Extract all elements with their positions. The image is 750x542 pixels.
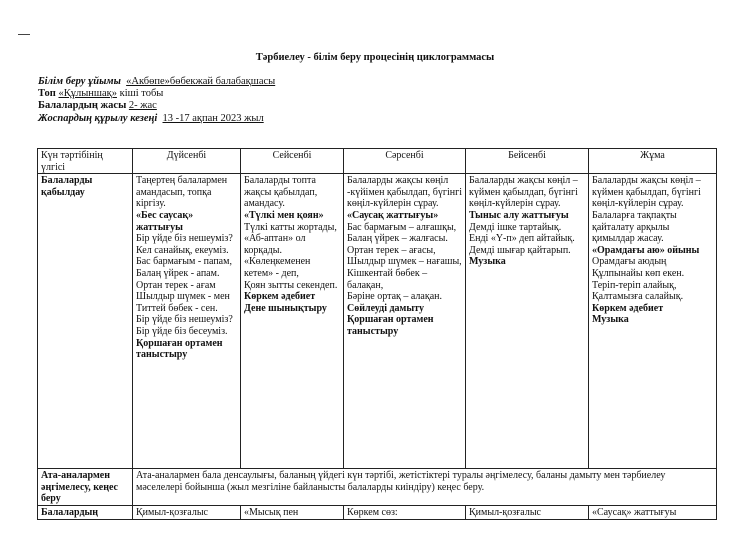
cell-text: Құлпынайы көп екен. (592, 267, 685, 279)
activity-heading: Қоршаған ортамен таныстыру (136, 337, 223, 361)
info-value: «Акбөпе»бөбекжай балабақшасы (126, 76, 276, 87)
cell-text: Қимыл-қозғалыс (469, 506, 541, 518)
info-value: «Құлыншақ» (58, 88, 117, 100)
info-label: Балалардың жасы (38, 100, 127, 112)
activity-heading: Дене шынықтыру (244, 302, 327, 314)
activity-heading: Қоршаған ортамен таныстыру (347, 314, 434, 337)
cell-text: Демді ішке тартайық. (469, 221, 562, 233)
cell-friday (589, 174, 717, 469)
cell-text: «Аб-аптан» ол корқады. (244, 233, 306, 256)
cell-text: Көркем сөз: (347, 506, 398, 518)
cell-text: Балаң үйрек - апам. (136, 267, 220, 279)
activity-heading: «Саусақ жаттығуы» (347, 209, 439, 221)
info-row-group (38, 88, 275, 100)
column-header-wednesday: Сәрсенбі (344, 149, 466, 174)
cell-text: Теріп-теріп алайық, (592, 279, 677, 291)
cell-tuesday (241, 174, 344, 469)
cell-text: «Көлеңкеменен кетем» - деп, (244, 256, 311, 279)
column-header-thursday: Бейсенбі (466, 149, 589, 174)
column-header-monday: Дүйсенбі (133, 149, 241, 174)
cell-text: Бәріне ортақ – алақан. (347, 291, 443, 303)
cell-text: Енді «Ү-п» деп айтайық. (469, 233, 575, 245)
activity-heading: Тыныс алу жаттығуы (469, 209, 569, 221)
cell-text: Балаларды жақсы көңіл -күйімен қабылдап, бүгінгі көңіл-күйлерін сұрау. (347, 175, 462, 210)
info-label: Топ (38, 88, 56, 100)
cell-text: Ортан терек - ағам (136, 279, 216, 291)
cell-wednesday (344, 174, 466, 469)
cell-thursday (466, 505, 589, 519)
cell-text: Балаларды жақсы көңіл – күймен қабылдап, бүгінгі көңіл-күйлерін сұрау. (469, 175, 578, 210)
activity-heading: «Түлкі мен қоян» (244, 209, 324, 221)
schedule-table (37, 148, 717, 520)
table-row (38, 174, 717, 469)
activity-heading: Сөйлеуді дамыту (347, 302, 424, 314)
cell-text: Шылдыр шүмек – нағашы, (347, 256, 462, 268)
column-header-friday: Жұма (589, 149, 717, 174)
activity-heading: Көркем әдебиет (244, 291, 316, 303)
column-header-schedule: Күн тәртібінің үлгісі (38, 149, 133, 174)
activity-heading: Көркем әдебиет (592, 302, 664, 314)
cell-text: Титтей бөбек - сен. (136, 302, 218, 314)
cell-text: Балаларға тақпақты қайталату арқылы қимылдар жасау. (592, 209, 677, 245)
row-header: Ата-аналармен әңгімелесу, кеңес беру (38, 469, 133, 506)
info-value: 2- жас (128, 100, 157, 112)
cell-text: Қалтамызға салайық. (592, 291, 684, 303)
table-row (38, 505, 717, 519)
cell-text: «Саусақ» жаттығуы (592, 506, 677, 518)
info-row-period (38, 113, 275, 125)
activity-heading: «Орамдағы аю» ойыны (592, 244, 700, 256)
cell-text: Балаларды топта жақсы қабылдап, амандасу. (244, 175, 318, 210)
info-suffix: кіші тобы (116, 88, 164, 100)
activity-heading: Музыка (592, 314, 629, 326)
cell-text: Ортан терек – ағасы, (347, 244, 436, 256)
info-row-organization (38, 76, 275, 88)
cell-text: Бас бармағым - папам, (136, 256, 232, 268)
cell-tuesday (241, 505, 344, 519)
document-info (38, 76, 275, 125)
cell-text: Бас бармағым – алғашқы, (347, 221, 457, 233)
cell-text: Орамдағы аюдың (592, 256, 667, 268)
row-header: Балалардың (38, 505, 133, 519)
cell-text: Бір үйде біз нешеуміз? (136, 314, 233, 326)
cell-text: Қоян зытты секендеп. (244, 279, 338, 291)
cell-thursday (466, 174, 589, 469)
cell-text: «Мысық пен (244, 506, 299, 518)
cell-text: Бір үйде біз бесеуміз. (136, 325, 228, 337)
merged-cell: Ата-аналармен бала денсаулығы, баланың үйдегі күн тәртібі, жетістіктері туралы әңгімелесу, баланы дамыту мен тәрбиелеу мәселелері бойынша (жыл мезгіліне байланысты балаларды киіндіру) кеңес беру. (133, 469, 717, 506)
table-header-row (38, 149, 717, 174)
row-header: Балаларды қабылдау (38, 174, 133, 469)
info-label: Жоспардың құрылу кезеңі (38, 112, 158, 124)
cell-friday (589, 505, 717, 519)
cell-text: Таңертең балалармен амандасып, топқа кіргізу. (136, 175, 228, 210)
cell-text: Демді шығар қайтарып. (469, 244, 571, 256)
cell-monday (133, 174, 241, 469)
activity-heading: «Бес саусақ» жаттығуы (136, 209, 194, 233)
cell-wednesday (344, 505, 466, 519)
cell-text: Қимыл-қозғалыс (136, 506, 208, 518)
info-value: 13 -17 ақпан 2023 жыл (162, 112, 264, 124)
cell-text: Кел санайық, екеуміз. (136, 244, 229, 256)
page-corner-mark (18, 34, 30, 35)
cell-text: Балаларды жақсы көңіл – күймен қабылдап, бүгінгі көңіл-күйлерін сұрау. (592, 175, 701, 210)
cell-text: Бір үйде біз нешеуміз? (136, 233, 233, 245)
info-row-age (38, 100, 275, 112)
cell-monday (133, 505, 241, 519)
cell-text: Түлкі катты жортады, (244, 221, 337, 233)
document-title: Тәрбиелеу - білім беру процесінің циклограммасы (255, 52, 495, 63)
column-header-tuesday: Сейсенбі (241, 149, 344, 174)
cell-text: Шылдыр шүмек - мен (136, 291, 230, 303)
table-row (38, 469, 717, 506)
cell-text: Балаң үйрек – жалғасы. (347, 233, 448, 245)
cell-text: Кішкентай бөбек – балақан, (347, 267, 428, 291)
activity-heading: Музыка (469, 256, 506, 268)
info-label: Білім беру ұйымы (38, 76, 121, 87)
